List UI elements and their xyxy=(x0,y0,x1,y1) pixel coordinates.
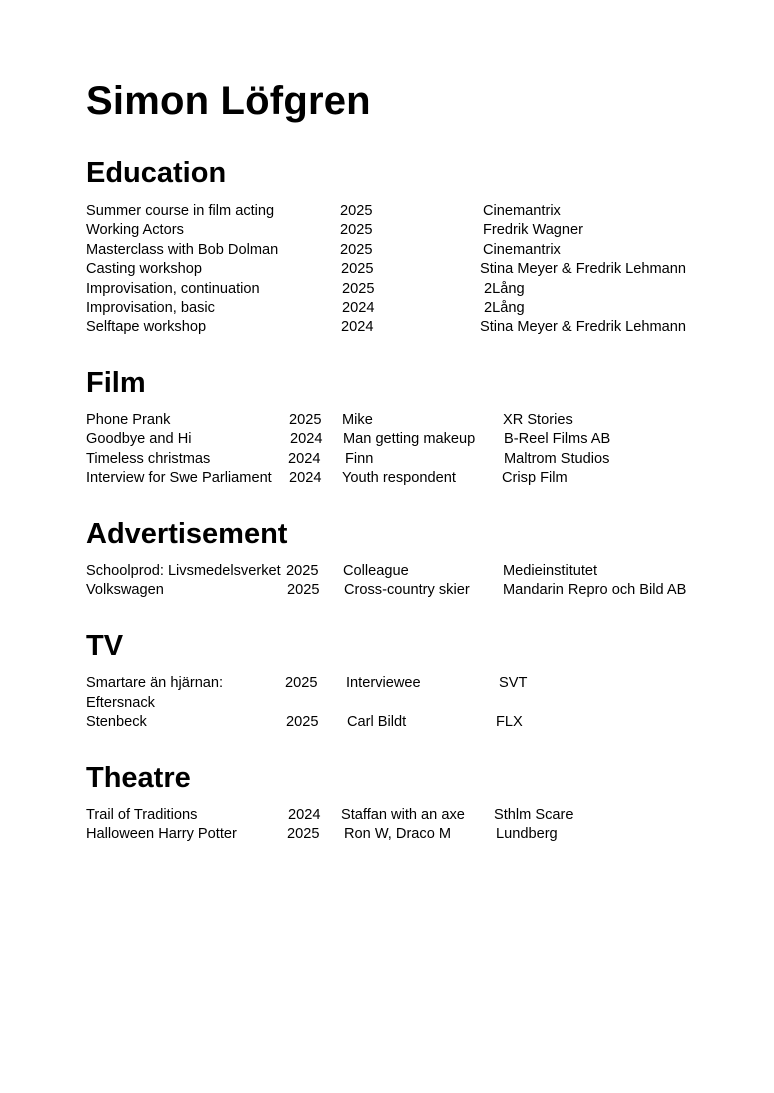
tv-heading: TV xyxy=(86,630,124,662)
production-company: B-Reel Films AB xyxy=(504,431,611,447)
course-provider: Stina Meyer & Fredrik Lehmann xyxy=(480,261,687,277)
advertisement-heading: Advertisement xyxy=(86,518,288,550)
production-year: 2024 xyxy=(289,470,322,486)
production-role: Staffan with an axe xyxy=(341,807,465,823)
production-company: SVT xyxy=(499,675,528,691)
course-year: 2024 xyxy=(341,319,374,335)
education-row xyxy=(0,202,774,221)
production-title: Phone Prank xyxy=(86,412,171,428)
production-title: Schoolprod: Livsmedelsverket xyxy=(86,563,281,579)
course-year: 2025 xyxy=(340,222,373,238)
course-provider: Cinemantrix xyxy=(483,203,561,219)
production-year: 2025 xyxy=(289,412,322,428)
advertisement-row xyxy=(0,581,774,600)
production-year: 2024 xyxy=(288,451,321,467)
production-role: Carl Bildt xyxy=(347,714,407,730)
course-name: Working Actors xyxy=(86,222,184,238)
production-title: Volkswagen xyxy=(86,582,164,598)
advertisement-row xyxy=(0,562,774,581)
production-year: 2025 xyxy=(285,675,318,691)
production-title: Stenbeck xyxy=(86,714,147,730)
production-title-continued: Eftersnack xyxy=(86,695,155,711)
production-company: Mandarin Repro och Bild AB xyxy=(503,582,687,598)
production-title: Interview for Swe Parliament xyxy=(86,470,272,486)
production-company: Medieinstitutet xyxy=(503,563,598,579)
course-year: 2025 xyxy=(341,261,374,277)
production-role: Mike xyxy=(342,412,373,428)
course-provider: Stina Meyer & Fredrik Lehmann xyxy=(480,319,687,335)
film-heading: Film xyxy=(86,367,146,399)
course-name: Summer course in film acting xyxy=(86,203,275,219)
course-year: 2025 xyxy=(340,242,373,258)
course-provider: Cinemantrix xyxy=(483,242,561,258)
production-role: Ron W, Draco M xyxy=(344,826,452,842)
production-title: Smartare än hjärnan: xyxy=(86,675,224,691)
production-title: Timeless christmas xyxy=(86,451,211,467)
tv-row xyxy=(0,674,774,693)
course-provider: Fredrik Wagner xyxy=(483,222,584,238)
production-company: Lundberg xyxy=(496,826,558,842)
production-role: Cross-country skier xyxy=(344,582,470,598)
production-role: Finn xyxy=(345,451,374,467)
production-company: XR Stories xyxy=(503,412,573,428)
course-provider: 2Lång xyxy=(484,300,525,316)
education-row xyxy=(0,221,774,240)
education-row xyxy=(0,241,774,260)
theatre-row xyxy=(0,806,774,825)
production-year: 2025 xyxy=(286,563,319,579)
education-row xyxy=(0,299,774,318)
production-company: Sthlm Scare xyxy=(494,807,574,823)
education-row xyxy=(0,260,774,279)
course-year: 2024 xyxy=(342,300,375,316)
education-row xyxy=(0,280,774,299)
production-company: FLX xyxy=(496,714,523,730)
film-row xyxy=(0,450,774,469)
production-company: Crisp Film xyxy=(502,470,568,486)
tv-row xyxy=(0,694,774,713)
production-title: Halloween Harry Potter xyxy=(86,826,237,842)
course-provider: 2Lång xyxy=(484,281,525,297)
course-name: Casting workshop xyxy=(86,261,202,277)
production-year: 2025 xyxy=(286,714,319,730)
course-name: Improvisation, basic xyxy=(86,300,215,316)
person-name: Simon Löfgren xyxy=(86,79,371,123)
production-year: 2025 xyxy=(287,582,320,598)
course-name: Selftape workshop xyxy=(86,319,207,335)
production-role: Man getting makeup xyxy=(343,431,476,447)
course-year: 2025 xyxy=(342,281,375,297)
theatre-row xyxy=(0,825,774,844)
course-name: Masterclass with Bob Dolman xyxy=(86,242,279,258)
education-heading: Education xyxy=(86,157,227,189)
production-year: 2024 xyxy=(290,431,323,447)
production-title: Goodbye and Hi xyxy=(86,431,192,447)
production-company: Maltrom Studios xyxy=(504,451,610,467)
production-role: Interviewee xyxy=(346,675,421,691)
education-row xyxy=(0,318,774,337)
production-year: 2024 xyxy=(288,807,321,823)
course-name: Improvisation, continuation xyxy=(86,281,260,297)
theatre-heading: Theatre xyxy=(86,762,191,794)
production-year: 2025 xyxy=(287,826,320,842)
production-title: Trail of Traditions xyxy=(86,807,198,823)
production-role: Colleague xyxy=(343,563,409,579)
film-row xyxy=(0,469,774,488)
tv-row xyxy=(0,713,774,732)
film-row xyxy=(0,430,774,449)
production-role: Youth respondent xyxy=(342,470,456,486)
course-year: 2025 xyxy=(340,203,373,219)
film-row xyxy=(0,411,774,430)
